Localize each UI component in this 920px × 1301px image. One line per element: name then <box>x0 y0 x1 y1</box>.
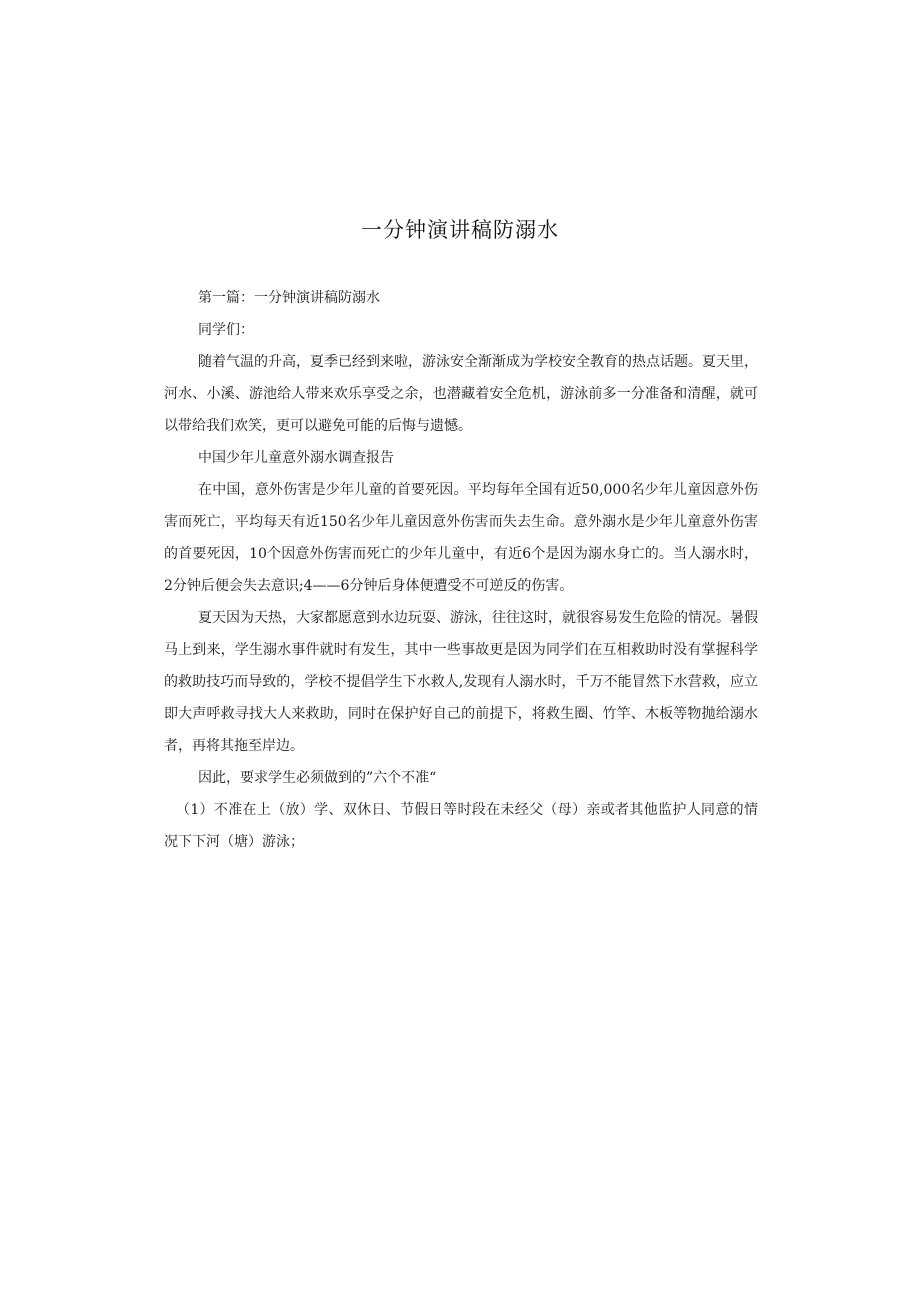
section-heading: 第一篇：一分钟演讲稿防溺水 <box>198 290 380 306</box>
document-title: 一分钟演讲稿防溺水 <box>361 218 559 242</box>
report-heading: 中国少年儿童意外溺水调查报告 <box>198 450 394 466</box>
paragraph-intro: 随着气温的升高，夏季已经到来啦，游泳安全渐渐成为学校安全教育的热点话题。夏天里，河水、小溪、游池给人带来欢乐享受之余，也潜藏着安全危机，游泳前多一分准备和清醒，就可以带给我们欢笑，更可以避免可能的后悔与遗憾。 <box>164 354 758 434</box>
rule-item: （1）不准在上（放）学、双休日、节假日等时段在未经父（母）亲或者其他监护人同意的情况下下河（塘）游泳； <box>164 802 758 850</box>
rules-heading: 因此，要求学生必须做到的”六个不准“ <box>198 770 437 786</box>
paragraph-statistics: 在中国，意外伤害是少年儿童的首要死因。平均每年全国有近50,000名少年儿童因意外伤害而死亡，平均每天有近150名少年儿童因意外伤害而失去生命。意外溺水是少年儿童意外伤害的首要死因，10个因意外伤害而死亡的少年儿童中，有近6个是因为溺水身亡的。当人溺水时，2分钟后便会失去意识;4——6分钟后身体便遭受不可逆反的伤害。 <box>164 482 758 594</box>
document-body <box>164 282 758 858</box>
salutation: 同学们： <box>198 322 254 338</box>
paragraph-summer-danger: 夏天因为天热，大家都愿意到水边玩耍、游泳，往往这时，就很容易发生危险的情况。暑假马上到来，学生溺水事件就时有发生，其中一些事故更是因为同学们在互相救助时没有掌握科学的救助技巧而导致的，学校不提倡学生下水救人,发现有人溺水时，千万不能冒然下水营救，应立即大声呼救寻找大人来救助，同时在保护好自己的前提下，将救生圈、竹竿、木板等物抛给溺水者，再将其拖至岸边。 <box>164 610 758 754</box>
